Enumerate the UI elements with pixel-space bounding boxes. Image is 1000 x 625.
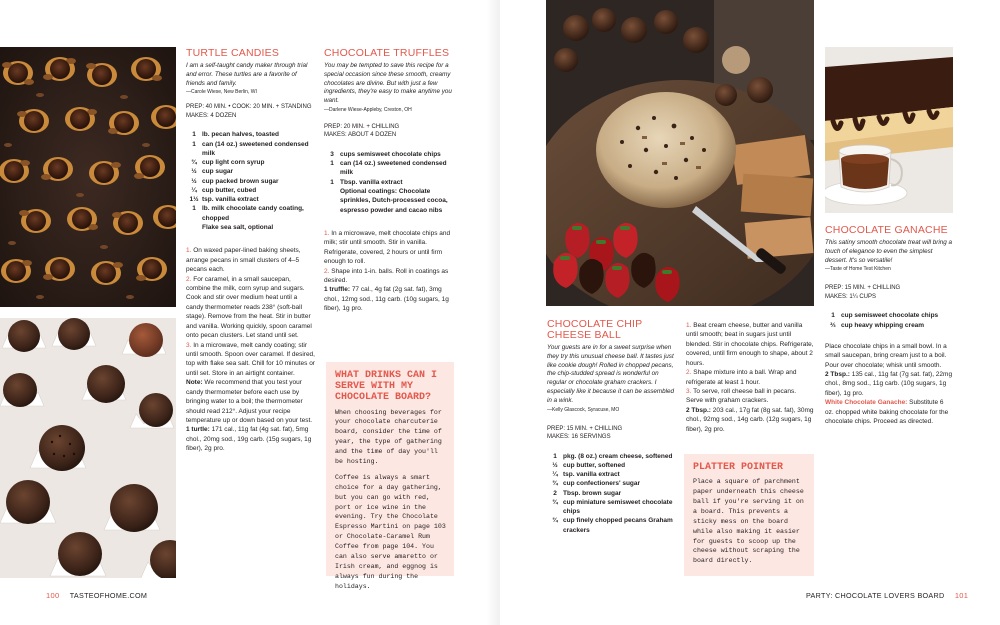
ingredient-list [186,130,316,232]
turtle-candies-illustration [0,47,176,307]
yield: MAKES: 4 DOZEN [186,112,237,119]
ingredient: 1 can (14 oz.) sweetened condensed milk [192,140,309,157]
step: 3. In a microwave, melt candy coating; stir until smooth. Spoon over caramel. If desired, top with flake sea salt. Chill for 10 minutes or until set. Store in an airtight container. [186,341,315,377]
section-name: PARTY: CHOCOLATE LOVERS BOARD [806,591,945,600]
sidebar-heading: WHAT DRINKS CAN I SERVE WITH MY CHOCOLATE BOARD? [335,370,438,404]
sidebar-paragraph: When choosing beverages for your chocolate charcuterie board, consider the time of year, the type of gathering and the time of day you'll be hosting. [335,408,442,466]
recipe-directions [825,342,953,427]
cheese-ball-illustration [546,0,814,306]
turtle-candies-photo [0,47,176,307]
ingredient: ½ cup packed brown sugar [191,177,279,185]
step: Place chocolate chips in a small bowl. In a small saucepan, bring cream just to a boil. Pour over chocolate; whisk until smooth. [825,342,947,369]
ingredient: ¼ tsp. vanilla extract [552,471,620,479]
left-folio [46,591,147,600]
right-folio [806,591,968,600]
recipe-credit: —Darlene Wiese-Appleby, Creston, OH [324,107,412,114]
yield: MAKES: 16 SERVINGS [547,434,611,441]
ingredient: Optional coatings: Chocolate sprinkles, Dutch-processed cocoa, espresso powder and cacao nibs [340,187,448,214]
ingredient: 1½ tsp. vanilla extract [189,196,259,204]
page-number: 101 [954,591,969,600]
ingredient: 1 lb. milk chocolate candy coating, chopped [192,205,304,222]
recipe-meta [324,123,454,140]
spine-shadow [486,0,500,625]
sidebar-paragraph: Place a square of parchment paper underneath this cheese ball if you're serving it on a board. This prevents a sticky mess on the board while also making it easier for guests to scoop up the cheese without scraping the board directly. [693,478,804,565]
recipe-title: TURTLE CANDIES [186,47,280,59]
recipe-meta [186,103,316,120]
recipe-directions [186,246,316,453]
truffles-photo [0,318,176,578]
ingredient: ⅔ cup heavy whipping cream [830,321,925,329]
turtle-candies-recipe [186,48,316,454]
platter-pointer-sidebar [684,454,814,576]
ingredient: 1 Tbsp. vanilla extract [330,178,403,186]
ingredient: ½ cup sugar [191,168,234,176]
ganache-illustration [825,47,953,213]
ingredient: 3 cups semisweet chocolate chips [330,150,441,158]
ingredient: ¾ cup finely chopped pecans Graham crackers [552,517,673,534]
recipe-intro: Your guests are in for a sweet surprise when they try this unusual cheese ball. It tastes just like cookie dough! Rolled in chopped pecans, the chip-studded spread is wonderful on regular or chocolate graham crackers. I especially like it because it can be assembled in a wink. [547,344,675,404]
ingredient: ¾ cup confectioners' sugar [552,480,641,488]
chocolate-truffles-recipe [324,48,454,314]
cheese-ball-recipe [547,319,675,535]
truffles-illustration [0,318,176,578]
sidebar-paragraph: Coffee is always a smart choice for a day gathering, but you can go with red, port or ice wine in the evening. Try the Chocolate Espresso Martini on page 103 or Chocolate-Caramel Rum Coffee from page 104. You can also serve amaretto or Irish cream, and eggnog is always fun during the holidays. [335,473,446,590]
recipe-credit: —Carole Wiese, New Berlin, WI [186,89,257,96]
nutrition: 1 truffle: 77 cal., 4g fat (2g sat. fat), 3mg chol., 12mg sod., 11g carb. (10g sugars, 1g fiber), 1g pro. [324,286,449,313]
recipe-credit: —Taste of Home Test Kitchen [825,266,891,273]
prep-time: PREP: 15 MIN. + CHILLING [825,285,901,292]
yield: MAKES: ABOUT 4 DOZEN [324,132,397,139]
recipe-title: CHOCOLATE CHIP CHEESE BALL [547,318,643,342]
recipe-directions [324,229,454,314]
ingredient: ½ cup butter, softened [552,461,626,469]
ingredient: ¼ cup butter, cubed [191,186,257,194]
ingredient: 1 lb. pecan halves, toasted [192,131,279,139]
variation: White Chocolate Ganache: Substitute 6 oz. chopped white baking chocolate for the chocolate chips. Proceed as directed. [825,399,949,426]
ingredient: 1 pkg. (8 oz.) cream cheese, softened [553,452,673,460]
sidebar-heading: PLATTER POINTER [693,462,784,473]
prep-time: PREP: 20 MIN. + CHILLING [324,124,400,131]
recipe-meta [825,284,953,301]
ingredient: 2 Tbsp. brown sugar [553,489,622,497]
ganache-photo [825,47,953,213]
step: 2. Shape mixture into a ball. Wrap and refrigerate at least 1 hour. [686,369,797,386]
prep-time: PREP: 40 MIN. • COOK: 20 MIN. + STANDING [186,104,312,111]
ingredient-list [324,150,454,215]
ingredient-list [825,311,953,330]
site-name: TASTEOFHOME.COM [69,591,148,600]
yield: MAKES: 1¼ CUPS [825,293,877,300]
recipe-title: CHOCOLATE GANACHE [825,224,948,236]
step: 3. To serve, roll cheese ball in pecans. Serve with graham crackers. [686,387,797,405]
step: 1. Beat cream cheese, butter and vanilla until smooth; beat in sugars just until blended. Stir in chocolate chips. Refrigerate, covered, until firm enough to shape, about 2 hours. [686,322,814,367]
ingredient-list [547,452,675,536]
step: 1. On waxed paper-lined baking sheets, arrange pecans in small clusters of 4–5 pecans each. [186,247,301,274]
ingredient: ¾ cup light corn syrup [191,159,265,167]
page-number: 100 [46,591,60,600]
prep-time: PREP: 15 MIN. + CHILLING [547,425,623,432]
ingredient: Flake sea salt, optional [202,224,274,232]
nutrition: 1 turtle: 171 cal., 11g fat (4g sat. fat), 5mg chol., 20mg sod., 19g carb. (15g sugars, 1g fiber), 2g pro. [186,426,312,453]
nutrition: 2 Tbsp.: 203 cal., 17g fat (8g sat. fat), 30mg chol., 92mg sod., 14g carb. (12g sugars, 1g fiber), 2g pro. [686,406,814,433]
step: 2. Shape into 1-in. balls. Roll in coatings as desired. [324,267,449,284]
cheese-ball-board-photo [546,0,814,306]
note: Note: We recommend that you test your candy thermometer before each use by bringing water to a boil; the thermometer should read 212°. Adjust your recipe temperature up or down based on your test. [186,379,313,424]
cheese-ball-directions [686,321,814,434]
recipe-meta [547,425,675,442]
recipe-intro: You may be tempted to save this recipe for a special occasion since these smooth, creamy chocolates are divine. But with just a few ingredients, they're easy to make anytime you want. [324,62,452,105]
step: 2. For caramel, in a small saucepan, combine the milk, corn syrup and sugars. Cook and stir over medium heat until a candy thermometer reads 238° (soft-ball stage). Remove from the heat. Stir in butter and vanilla. Working quickly, spoon caramel onto pecan clusters. Let stand until set. [186,275,312,340]
ingredient: 1 cup semisweet chocolate chips [831,312,939,320]
ingredient: 1 can (14 oz.) sweetened condensed milk [330,160,447,177]
recipe-credit: —Kelly Glascock, Syracuse, MO [547,406,620,413]
recipe-intro: This satiny smooth chocolate treat will bring a touch of elegance to even the simplest dessert. It's so versatile! [825,239,953,264]
step: 1. In a microwave, melt chocolate chips and milk; stir until smooth. Stir in vanilla. Refrigerate, covered, 2 hours or until firm enough to roll. [324,229,451,266]
chocolate-ganache-recipe [825,225,953,427]
drinks-sidebar [326,362,454,590]
ingredient: ¾ cup miniature semisweet chocolate chips [552,498,673,516]
recipe-intro: I am a self-taught candy maker through trial and error. These turtles are a favorite of friends and family. [186,62,308,87]
recipe-title: CHOCOLATE TRUFFLES [324,47,450,59]
nutrition: 2 Tbsp.: 135 cal., 11g fat (7g sat. fat), 22mg chol., 8mg sod., 11g carb. (10g sugars, 1g fiber), 1g pro. [825,371,953,397]
